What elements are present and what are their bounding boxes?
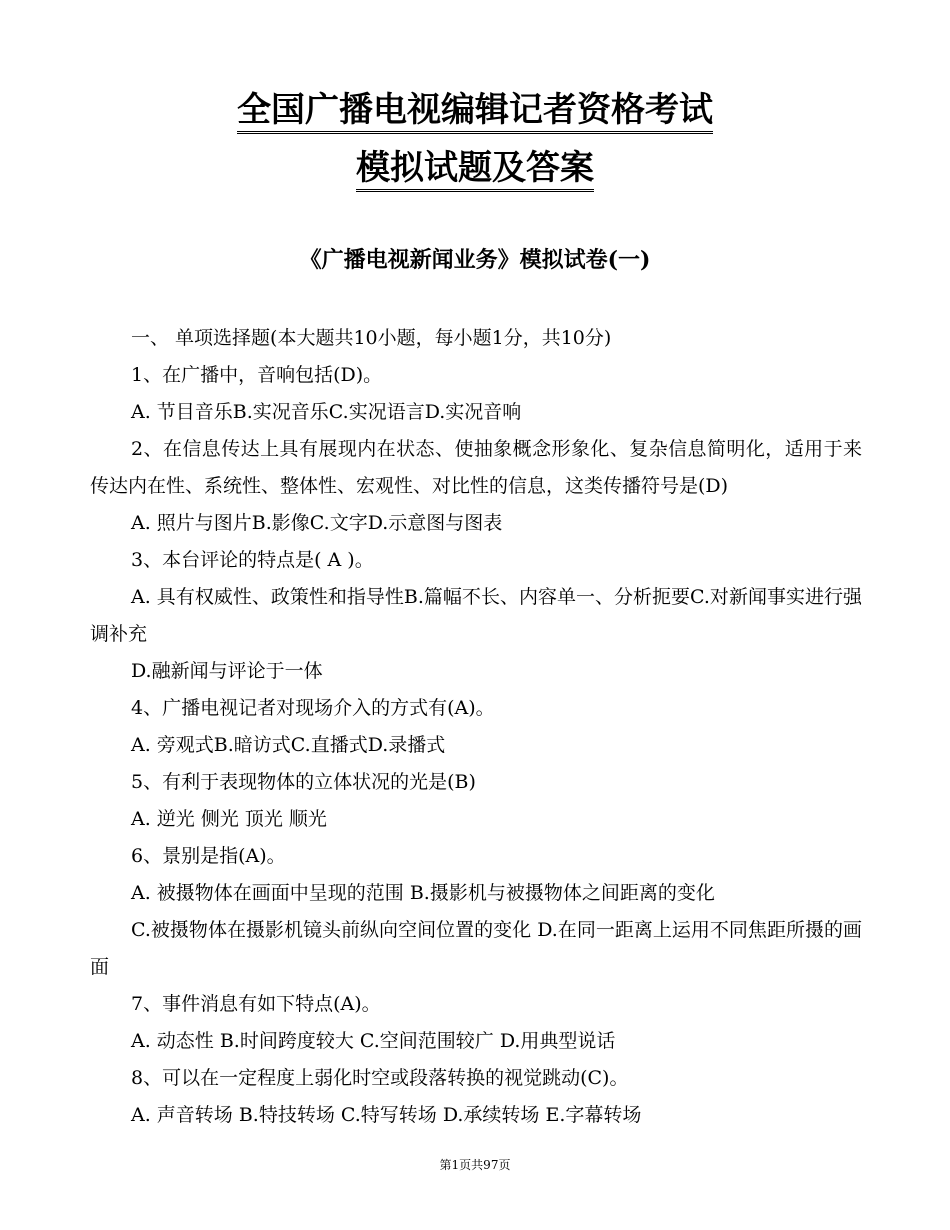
section-heading: 一、 单项选择题(本大题共10小题，每小题1分，共10分) [131, 327, 612, 349]
exam-subtitle: 《广播电视新闻业务》模拟试卷(一) [299, 247, 651, 273]
question-7-stem: 7、事件消息有如下特点(A)。 [131, 993, 381, 1015]
question-7-options: A. 动态性 B.时间跨度较大 C.空间范围较广 D.用典型说话 [131, 1030, 616, 1052]
question-8-stem: 8、可以在一定程度上弱化时空或段落转换的视觉跳动(C)。 [131, 1067, 629, 1089]
question-4-options: A. 旁观式B.暗访式C.直播式D.录播式 [131, 734, 446, 756]
question-5-stem: 5、有利于表现物体的立体状况的光是(B) [131, 771, 476, 793]
document-title-line-1: 全国广播电视编辑记者资格考试 [0, 88, 950, 134]
question-2-stem: 2、在信息传达上具有展现内在状态、使抽象概念形象化、复杂信息简明化，适用于来传达内在性、系统性、整体性、宏观性、对比性的信息，这类传播符号是(D) [90, 438, 862, 497]
question-3-stem: 3、本台评论的特点是( A )。 [131, 549, 374, 571]
question-6-stem: 6、景别是指(A)。 [131, 845, 286, 867]
question-list [90, 320, 862, 1134]
question-3-options: A. 具有权威性、政策性和指导性B.篇幅不长、内容单一、分析扼要C.对新闻事实进行强调补充 [90, 586, 862, 645]
question-8-options: A. 声音转场 B.特技转场 C.特写转场 D.承续转场 E.字幕转场 [131, 1104, 642, 1126]
question-1-options: A. 节目音乐B.实况音乐C.实况语言D.实况音响 [131, 401, 522, 423]
document-title-line-2: 模拟试题及答案 [0, 146, 950, 192]
question-5-options: A. 逆光 侧光 顶光 顺光 [131, 808, 327, 830]
question-3-options-cont: D.融新闻与评论于一体 [131, 660, 323, 682]
question-6-options: A. 被摄物体在画面中呈现的范围 B.摄影机与被摄物体之间距离的变化 [131, 882, 715, 904]
question-4-stem: 4、广播电视记者对现场介入的方式有(A)。 [131, 697, 495, 719]
question-6-options-cont: C.被摄物体在摄影机镜头前纵向空间位置的变化 D.在同一距离上运用不同焦距所摄的画面 [90, 919, 862, 978]
page-footer: 第1页共97页 [439, 1158, 511, 1172]
question-1-stem: 1、在广播中，音响包括(D)。 [131, 364, 383, 386]
question-2-options: A. 照片与图片B.影像C.文字D.示意图与图表 [131, 512, 503, 534]
